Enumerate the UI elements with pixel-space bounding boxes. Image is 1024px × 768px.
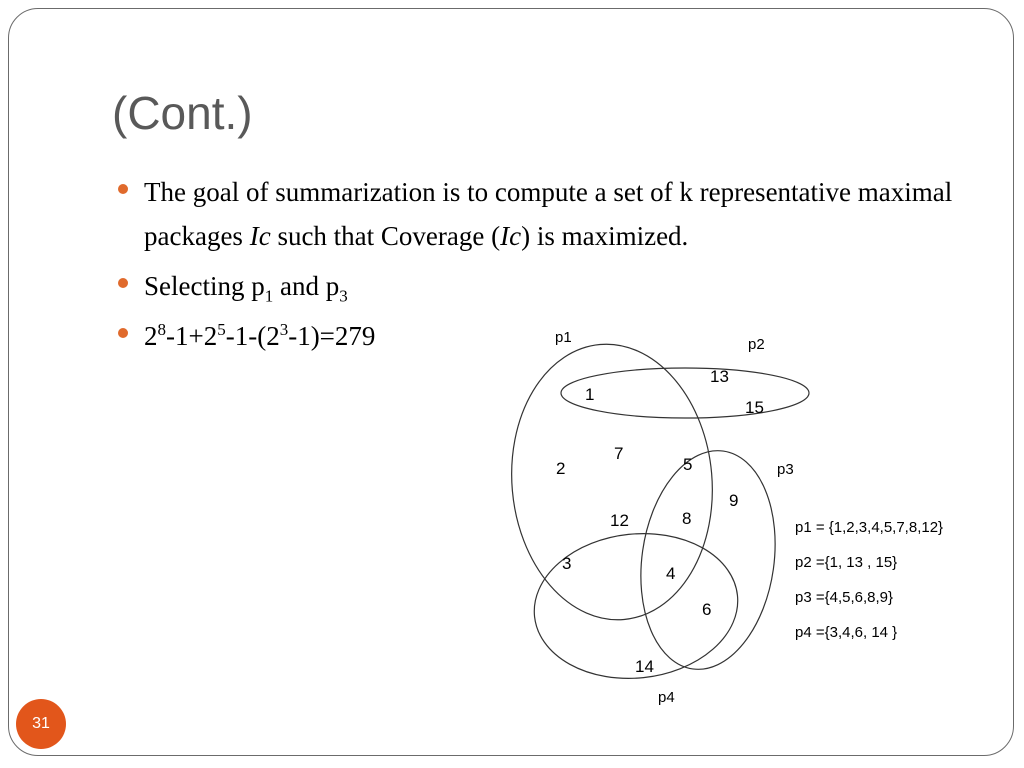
superscript: 8: [157, 320, 166, 339]
element-15: 15: [745, 398, 764, 417]
element-4: 4: [666, 564, 676, 583]
element-3: 3: [562, 554, 572, 573]
slide-title: (Cont.): [112, 87, 253, 139]
element-13: 13: [710, 367, 729, 386]
element-1: 1: [585, 385, 595, 404]
venn-diagram: [500, 320, 1000, 720]
element-9: 9: [729, 491, 739, 510]
formula-part: 2: [144, 321, 158, 351]
set-label-p3: p3: [777, 461, 794, 478]
element-2: 2: [556, 459, 566, 478]
superscript: 3: [279, 320, 289, 339]
legend-p2: p2 ={1, 13 , 15}: [795, 554, 898, 571]
ic-symbol: Ic: [249, 221, 271, 251]
superscript: 5: [217, 320, 226, 339]
formula-part: -1)=279: [288, 321, 376, 351]
bullet-text: [144, 170, 964, 258]
element-6: 6: [702, 600, 712, 619]
legend-p3: p3 ={4,5,6,8,9}: [795, 589, 894, 606]
ic-symbol: Ic: [500, 221, 522, 251]
bullet-text-part: and p: [273, 271, 340, 301]
set-label-p1: p1: [555, 329, 572, 346]
legend-p4: p4 ={3,4,6, 14 }: [795, 624, 898, 641]
set-p1-ellipse: [500, 336, 723, 628]
element-7: 7: [614, 444, 624, 463]
formula-part: -1-(2: [225, 321, 280, 351]
subscript: 1: [264, 286, 274, 306]
set-p3-ellipse: [627, 442, 788, 678]
bullet-text-part: Selecting p: [144, 271, 265, 301]
subscript: 3: [339, 286, 348, 306]
bullet-selecting: [118, 264, 978, 308]
legend-p1: p1 = {1,2,3,4,5,7,8,12}: [795, 519, 944, 536]
bullet-text-part: ) is maximized.: [521, 221, 689, 251]
element-8: 8: [682, 509, 692, 528]
bullet-summarization-goal: [118, 170, 978, 258]
bullet-text-part: The goal of summarization is to compute a set of k representative maximal packages: [144, 177, 953, 251]
element-12: 12: [610, 511, 629, 530]
element-5: 5: [683, 455, 693, 474]
set-label-p4: p4: [658, 689, 675, 706]
set-label-p2: p2: [748, 336, 765, 353]
bullet-text-part: such that Coverage (: [270, 221, 501, 251]
element-14: 14: [635, 657, 654, 676]
formula-part: -1+2: [166, 321, 218, 351]
slide-number-badge: 31: [16, 699, 66, 749]
